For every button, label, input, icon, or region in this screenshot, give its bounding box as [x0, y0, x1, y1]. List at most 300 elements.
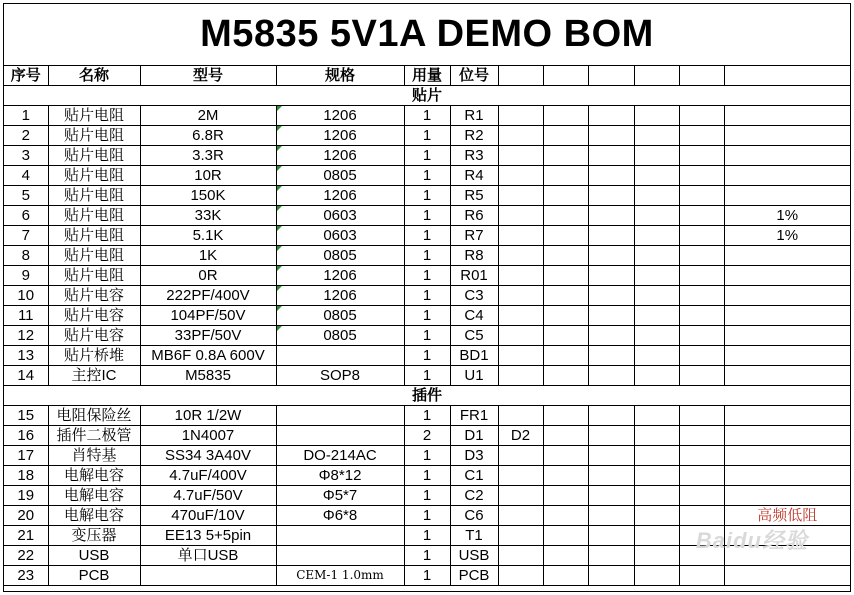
empty-cell	[543, 446, 588, 466]
cell-qty: 1	[404, 546, 450, 566]
cell-note	[724, 106, 850, 126]
cell-name: 贴片电阻	[48, 146, 140, 166]
cell-no: 11	[4, 306, 48, 326]
cell-name: 贴片电阻	[48, 186, 140, 206]
cell-ref: R5	[450, 186, 498, 206]
empty-cell	[634, 106, 679, 126]
cell-spec: CEM-1 1.0mm	[276, 566, 404, 586]
cell-qty: 1	[404, 106, 450, 126]
cell-ref: R8	[450, 246, 498, 266]
cell-no: 8	[4, 246, 48, 266]
cell-spec: Φ6*8	[276, 506, 404, 526]
cell-extra-ref	[498, 126, 543, 146]
cell-spec: Φ5*7	[276, 486, 404, 506]
cell-name: 贴片电阻	[48, 166, 140, 186]
empty-cell	[634, 286, 679, 306]
page-title: M5835 5V1A DEMO BOM	[200, 13, 654, 55]
cell-ref: C2	[450, 486, 498, 506]
cell-ref: R2	[450, 126, 498, 146]
empty-cell	[543, 326, 588, 346]
section-row	[4, 386, 850, 406]
empty-cell	[498, 66, 543, 86]
cell-model: MB6F 0.8A 600V	[140, 346, 276, 366]
cell-note: 1%	[724, 206, 850, 226]
cell-qty: 1	[404, 306, 450, 326]
cell-qty: 1	[404, 486, 450, 506]
cell-extra-ref	[498, 226, 543, 246]
cell-no: 14	[4, 366, 48, 386]
empty-cell	[634, 366, 679, 386]
empty-cell	[588, 546, 634, 566]
cell-name: 贴片电阻	[48, 206, 140, 226]
table-row	[4, 266, 850, 286]
cell-extra-ref	[498, 526, 543, 546]
cell-note	[724, 146, 850, 166]
empty-cell	[588, 266, 634, 286]
cell-extra-ref	[498, 366, 543, 386]
cell-ref: R4	[450, 166, 498, 186]
empty-cell	[543, 506, 588, 526]
cell-extra-ref	[498, 246, 543, 266]
cell-name: 贴片电阻	[48, 246, 140, 266]
cell-qty: 1	[404, 266, 450, 286]
cell-spec: 1206	[276, 266, 404, 286]
cell-model: 1K	[140, 246, 276, 266]
empty-cell	[634, 126, 679, 146]
cell-name: PCB	[48, 566, 140, 586]
col-header-name: 名称	[48, 66, 140, 86]
empty-cell	[543, 566, 588, 586]
col-header-no: 序号	[4, 66, 48, 86]
empty-cell	[543, 146, 588, 166]
cell-extra-ref	[498, 306, 543, 326]
empty-cell	[588, 326, 634, 346]
cell-ref: USB	[450, 546, 498, 566]
cell-note	[724, 326, 850, 346]
cell-name: 贴片电容	[48, 326, 140, 346]
cell-extra-ref	[498, 266, 543, 286]
cell-no: 7	[4, 226, 48, 246]
cell-ref: D1	[450, 426, 498, 446]
empty-cell	[679, 266, 724, 286]
cell-no: 15	[4, 406, 48, 426]
empty-cell	[588, 566, 634, 586]
cell-extra-ref	[498, 286, 543, 306]
empty-cell	[543, 546, 588, 566]
empty-cell	[543, 426, 588, 446]
empty-cell	[679, 546, 724, 566]
empty-cell	[634, 146, 679, 166]
cell-spec	[276, 526, 404, 546]
section-label: 插件	[4, 386, 850, 406]
cell-spec	[276, 346, 404, 366]
empty-cell	[588, 186, 634, 206]
cell-extra-ref	[498, 346, 543, 366]
cell-note	[724, 286, 850, 306]
empty-cell	[634, 526, 679, 546]
cell-qty: 1	[404, 246, 450, 266]
cell-qty: 1	[404, 526, 450, 546]
empty-cell	[679, 206, 724, 226]
cell-note	[724, 186, 850, 206]
cell-model: 222PF/400V	[140, 286, 276, 306]
empty-cell	[543, 126, 588, 146]
cell-no: 21	[4, 526, 48, 546]
empty-cell	[634, 206, 679, 226]
empty-cell	[588, 306, 634, 326]
empty-cell	[543, 526, 588, 546]
empty-cell	[679, 426, 724, 446]
cell-no: 19	[4, 486, 48, 506]
empty-cell	[634, 406, 679, 426]
cell-name: 贴片电容	[48, 306, 140, 326]
cell-extra-ref	[498, 326, 543, 346]
cell-spec	[276, 546, 404, 566]
cell-ref: C5	[450, 326, 498, 346]
cell-qty: 1	[404, 186, 450, 206]
cell-no: 23	[4, 566, 48, 586]
empty-cell	[679, 406, 724, 426]
cell-model: 10R	[140, 166, 276, 186]
empty-cell	[588, 106, 634, 126]
cell-model: SS34 3A40V	[140, 446, 276, 466]
cell-model: 6.8R	[140, 126, 276, 146]
empty-cell	[588, 466, 634, 486]
cell-extra-ref	[498, 406, 543, 426]
cell-model: 1N4007	[140, 426, 276, 446]
empty-cell	[634, 246, 679, 266]
cell-ref: C6	[450, 506, 498, 526]
empty-cell	[543, 246, 588, 266]
cell-name: 变压器	[48, 526, 140, 546]
empty-cell	[588, 246, 634, 266]
cell-spec: Φ8*12	[276, 466, 404, 486]
cell-name: 贴片电阻	[48, 226, 140, 246]
cell-extra-ref	[498, 106, 543, 126]
empty-cell	[588, 226, 634, 246]
cell-note	[724, 466, 850, 486]
cell-ref: R01	[450, 266, 498, 286]
empty-cell	[588, 486, 634, 506]
empty-cell	[588, 506, 634, 526]
cell-note	[724, 546, 850, 566]
cell-ref: C1	[450, 466, 498, 486]
cell-name: 主控IC	[48, 366, 140, 386]
cell-ref: D3	[450, 446, 498, 466]
empty-cell	[679, 306, 724, 326]
empty-cell	[634, 266, 679, 286]
cell-ref: C4	[450, 306, 498, 326]
cell-ref: U1	[450, 366, 498, 386]
cell-note	[724, 486, 850, 506]
cell-note	[724, 406, 850, 426]
table-row	[4, 106, 850, 126]
empty-cell	[588, 426, 634, 446]
cell-note	[724, 266, 850, 286]
empty-cell	[634, 66, 679, 86]
empty-cell	[634, 166, 679, 186]
cell-no: 20	[4, 506, 48, 526]
cell-spec: SOP8	[276, 366, 404, 386]
table-row	[4, 566, 850, 586]
cell-qty: 1	[404, 346, 450, 366]
cell-no: 3	[4, 146, 48, 166]
cell-name: 贴片电容	[48, 286, 140, 306]
cell-extra-ref	[498, 486, 543, 506]
cell-ref: C3	[450, 286, 498, 306]
cell-note	[724, 366, 850, 386]
cell-spec: 1206	[276, 186, 404, 206]
cell-model: M5835	[140, 366, 276, 386]
empty-cell	[679, 166, 724, 186]
cell-spec: 0805	[276, 246, 404, 266]
empty-cell	[679, 506, 724, 526]
empty-cell	[679, 146, 724, 166]
header-row	[4, 66, 850, 86]
cell-qty: 2	[404, 426, 450, 446]
cell-note	[724, 566, 850, 586]
cell-qty: 1	[404, 226, 450, 246]
cell-spec: 1206	[276, 286, 404, 306]
empty-cell	[543, 226, 588, 246]
empty-cell	[679, 246, 724, 266]
empty-cell	[679, 346, 724, 366]
cell-name: 贴片桥堆	[48, 346, 140, 366]
empty-cell	[679, 366, 724, 386]
empty-cell	[679, 66, 724, 86]
empty-cell	[588, 526, 634, 546]
empty-cell	[679, 526, 724, 546]
table-row	[4, 286, 850, 306]
cell-model: EE13 5+5pin	[140, 526, 276, 546]
cell-note	[724, 126, 850, 146]
empty-cell	[634, 506, 679, 526]
cell-model: 104PF/50V	[140, 306, 276, 326]
empty-cell	[543, 366, 588, 386]
table-row	[4, 186, 850, 206]
table-row	[4, 246, 850, 266]
cell-qty: 1	[404, 326, 450, 346]
cell-name: 插件二极管	[48, 426, 140, 446]
table-row	[4, 406, 850, 426]
cell-model: 3.3R	[140, 146, 276, 166]
empty-cell	[634, 306, 679, 326]
empty-cell	[679, 186, 724, 206]
cell-model: 4.7uF/400V	[140, 466, 276, 486]
cell-note	[724, 166, 850, 186]
cell-no: 13	[4, 346, 48, 366]
empty-cell	[679, 286, 724, 306]
empty-cell	[588, 366, 634, 386]
cell-name: 贴片电阻	[48, 106, 140, 126]
table-row	[4, 366, 850, 386]
cell-extra-ref	[498, 146, 543, 166]
table-row	[4, 126, 850, 146]
empty-cell	[588, 406, 634, 426]
table-row	[4, 446, 850, 466]
col-header-spec: 规格	[276, 66, 404, 86]
cell-model: 4.7uF/50V	[140, 486, 276, 506]
empty-cell	[543, 66, 588, 86]
empty-cell	[634, 466, 679, 486]
empty-cell	[543, 206, 588, 226]
empty-cell	[634, 546, 679, 566]
cell-extra-ref	[498, 546, 543, 566]
empty-cell	[543, 106, 588, 126]
cell-note: 高频低阻	[724, 506, 850, 526]
empty-cell	[588, 446, 634, 466]
empty-cell	[588, 206, 634, 226]
empty-cell	[543, 166, 588, 186]
cell-model: 150K	[140, 186, 276, 206]
cell-no: 5	[4, 186, 48, 206]
table-row	[4, 526, 850, 546]
cell-note	[724, 246, 850, 266]
cell-model: 单口USB	[140, 546, 276, 566]
cell-note	[724, 526, 850, 546]
empty-cell	[724, 66, 850, 86]
cell-no: 9	[4, 266, 48, 286]
empty-cell	[543, 286, 588, 306]
section-label: 贴片	[4, 86, 850, 106]
section-row	[4, 86, 850, 106]
empty-cell	[634, 446, 679, 466]
cell-no: 16	[4, 426, 48, 446]
cell-spec: DO-214AC	[276, 446, 404, 466]
empty-cell	[588, 346, 634, 366]
cell-name: 电解电容	[48, 486, 140, 506]
cell-no: 2	[4, 126, 48, 146]
cell-model	[140, 566, 276, 586]
table-row	[4, 426, 850, 446]
table-row	[4, 546, 850, 566]
empty-cell	[543, 306, 588, 326]
empty-cell	[634, 326, 679, 346]
cell-extra-ref	[498, 466, 543, 486]
cell-model: 10R 1/2W	[140, 406, 276, 426]
empty-cell	[679, 566, 724, 586]
cell-name: USB	[48, 546, 140, 566]
cell-ref: BD1	[450, 346, 498, 366]
table-row	[4, 166, 850, 186]
cell-spec: 0603	[276, 226, 404, 246]
cell-model: 0R	[140, 266, 276, 286]
cell-model: 2M	[140, 106, 276, 126]
cell-spec: 0805	[276, 306, 404, 326]
cell-no: 10	[4, 286, 48, 306]
cell-no: 22	[4, 546, 48, 566]
cell-name: 电解电容	[48, 466, 140, 486]
col-header-ref: 位号	[450, 66, 498, 86]
cell-qty: 1	[404, 146, 450, 166]
table-row	[4, 466, 850, 486]
cell-no: 12	[4, 326, 48, 346]
cell-ref: R1	[450, 106, 498, 126]
empty-cell	[588, 166, 634, 186]
cell-no: 18	[4, 466, 48, 486]
empty-cell	[679, 466, 724, 486]
cell-qty: 1	[404, 566, 450, 586]
empty-cell	[588, 126, 634, 146]
bom-sheet	[3, 3, 851, 592]
cell-qty: 1	[404, 366, 450, 386]
cell-qty: 1	[404, 506, 450, 526]
cell-qty: 1	[404, 126, 450, 146]
table-row	[4, 206, 850, 226]
empty-cell	[543, 346, 588, 366]
empty-cell	[543, 186, 588, 206]
cell-note	[724, 306, 850, 326]
cell-no: 4	[4, 166, 48, 186]
cell-qty: 1	[404, 446, 450, 466]
bom-table	[4, 65, 850, 586]
cell-qty: 1	[404, 466, 450, 486]
cell-model: 5.1K	[140, 226, 276, 246]
cell-name: 电阻保险丝	[48, 406, 140, 426]
cell-note	[724, 346, 850, 366]
cell-name: 贴片电阻	[48, 126, 140, 146]
cell-note: 1%	[724, 226, 850, 246]
cell-ref: R3	[450, 146, 498, 166]
empty-cell	[634, 486, 679, 506]
cell-extra-ref	[498, 446, 543, 466]
cell-ref: FR1	[450, 406, 498, 426]
table-row	[4, 486, 850, 506]
cell-ref: R7	[450, 226, 498, 246]
empty-cell	[543, 466, 588, 486]
empty-cell	[588, 146, 634, 166]
cell-name: 肖特基	[48, 446, 140, 466]
cell-extra-ref	[498, 186, 543, 206]
cell-no: 6	[4, 206, 48, 226]
empty-cell	[634, 426, 679, 446]
watermark-logo: Baidu经验	[695, 528, 808, 553]
cell-extra-ref	[498, 166, 543, 186]
empty-cell	[634, 226, 679, 246]
empty-cell	[543, 486, 588, 506]
cell-spec	[276, 426, 404, 446]
table-row	[4, 506, 850, 526]
cell-name: 电解电容	[48, 506, 140, 526]
title-box	[4, 4, 850, 66]
empty-cell	[679, 486, 724, 506]
col-header-qty: 用量	[404, 66, 450, 86]
cell-no: 1	[4, 106, 48, 126]
cell-extra-ref	[498, 206, 543, 226]
cell-ref: T1	[450, 526, 498, 546]
empty-cell	[679, 326, 724, 346]
cell-spec: 1206	[276, 126, 404, 146]
empty-cell	[679, 226, 724, 246]
empty-cell	[679, 446, 724, 466]
empty-cell	[588, 66, 634, 86]
cell-model: 470uF/10V	[140, 506, 276, 526]
cell-model: 33PF/50V	[140, 326, 276, 346]
empty-cell	[634, 346, 679, 366]
cell-extra-ref	[498, 506, 543, 526]
table-row	[4, 146, 850, 166]
cell-model: 33K	[140, 206, 276, 226]
cell-qty: 1	[404, 406, 450, 426]
empty-cell	[543, 406, 588, 426]
cell-ref: R6	[450, 206, 498, 226]
empty-cell	[679, 126, 724, 146]
cell-qty: 1	[404, 166, 450, 186]
cell-spec: 0805	[276, 166, 404, 186]
cell-spec: 1206	[276, 146, 404, 166]
cell-no: 17	[4, 446, 48, 466]
cell-qty: 1	[404, 206, 450, 226]
